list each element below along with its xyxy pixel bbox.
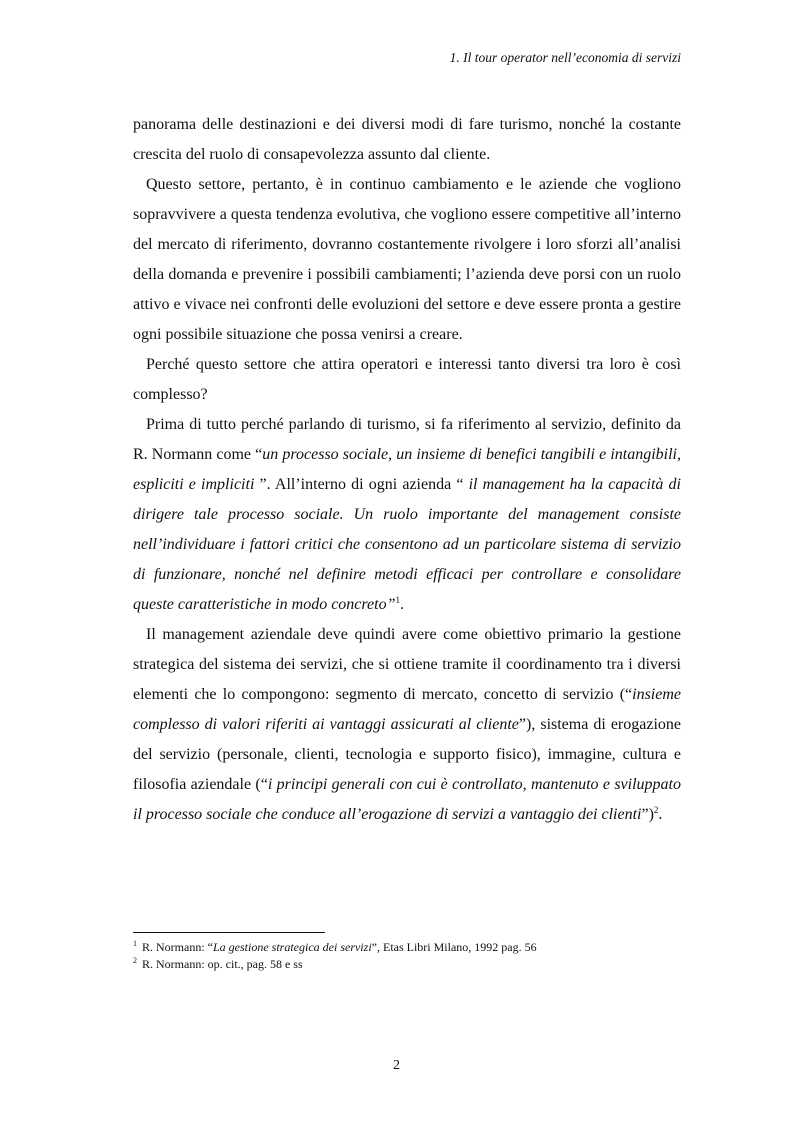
paragraph-5-text-a: Il management aziendale deve quindi avere come obiettivo primario la gestione strategica del sistema dei servizi, che si ottiene tramite il coordinamento tra i diversi elementi che lo compongono: segmento di mercato, concetto di servizio (“	[133, 626, 681, 703]
normann-quote-definition: un processo sociale, un insieme di benefici tangibili e intangibili, espliciti e impliciti	[133, 446, 681, 493]
paragraph-3: Perché questo settore che attira operatori e interessi tanto diversi tra loro è così complesso?	[133, 356, 681, 403]
footnote-2	[133, 956, 681, 973]
page-number: 2	[393, 1058, 400, 1073]
paragraph-4-text-a: Prima di tutto perché parlando di turismo, si fa riferimento al servizio, definito da R. Normann come “	[133, 416, 681, 463]
running-header: 1. Il tour operator nell’economia di servizi	[449, 50, 681, 65]
paragraph-4	[133, 410, 681, 620]
footnote-2-text: R. Normann: op. cit., pag. 58 e ss	[142, 957, 303, 971]
paragraph-1: panorama delle destinazioni e dei diversi modi di fare turismo, nonché la costante crescita del ruolo di consapevolezza assunto dal cliente.	[133, 116, 681, 163]
footnote-ref-1: 1	[395, 595, 400, 605]
footnotes	[133, 939, 681, 973]
footnote-separator	[133, 932, 325, 933]
philosophy-quote: i principi generali con cui è controllato, mantenuto e sviluppato il processo sociale che conduce all’erogazione di servizi a vantaggio dei clienti	[133, 776, 681, 823]
footnote-1-mark: 1	[133, 939, 137, 948]
paragraph-5-text-c: ”)	[641, 806, 654, 823]
paragraph-5-text-d: .	[658, 806, 663, 823]
footnote-1-post: ”, Etas Libri Milano, 1992 pag. 56	[371, 940, 537, 954]
paragraph-2: Questo settore, pertanto, è in continuo cambiamento e le aziende che vogliono sopravvivere a questa tendenza evolutiva, che vogliono essere competitive all’interno del mercato di riferimento, dovranno costantemente rivolgere i loro sforzi all’analisi della domanda e prevenire i possibili cambiamenti; l’azienda deve porsi con un ruolo attivo e vivace nei confronti delle evoluzioni del settore e deve essere pronta a gestire ogni possibile situazione che possa venirsi a creare.	[133, 176, 681, 343]
paragraph-4-text-b: ”. All’interno di ogni azienda “	[254, 476, 469, 493]
paragraph-4-text-c: .	[399, 596, 404, 613]
body-text	[133, 110, 681, 830]
footnote-1-title: La gestione strategica dei servizi	[213, 940, 372, 954]
footnote-1-pre: R. Normann: “	[142, 940, 213, 954]
service-concept-quote: insieme complesso di valori riferiti ai vantaggi assicurati al cliente	[133, 686, 681, 733]
footnote-2-mark: 2	[133, 956, 137, 965]
paragraph-5-text-b: ”), sistema di erogazione del servizio (personale, clienti, tecnologia e supporto fisico), immagine, cultura e filosofia aziendale (“	[133, 716, 681, 793]
paragraph-5	[133, 620, 681, 830]
footnote-ref-2: 2	[653, 805, 659, 815]
footnote-1	[133, 939, 681, 956]
normann-quote-management: il management ha la capacità di dirigere tale processo sociale. Un ruolo importante del management consiste nell’individuare i fattori critici che consentono ad un particolare sistema di servizio di funzionare, nonché nel definire metodi efficaci per controllare e consolidare queste caratteristiche in modo concreto”	[133, 476, 681, 613]
